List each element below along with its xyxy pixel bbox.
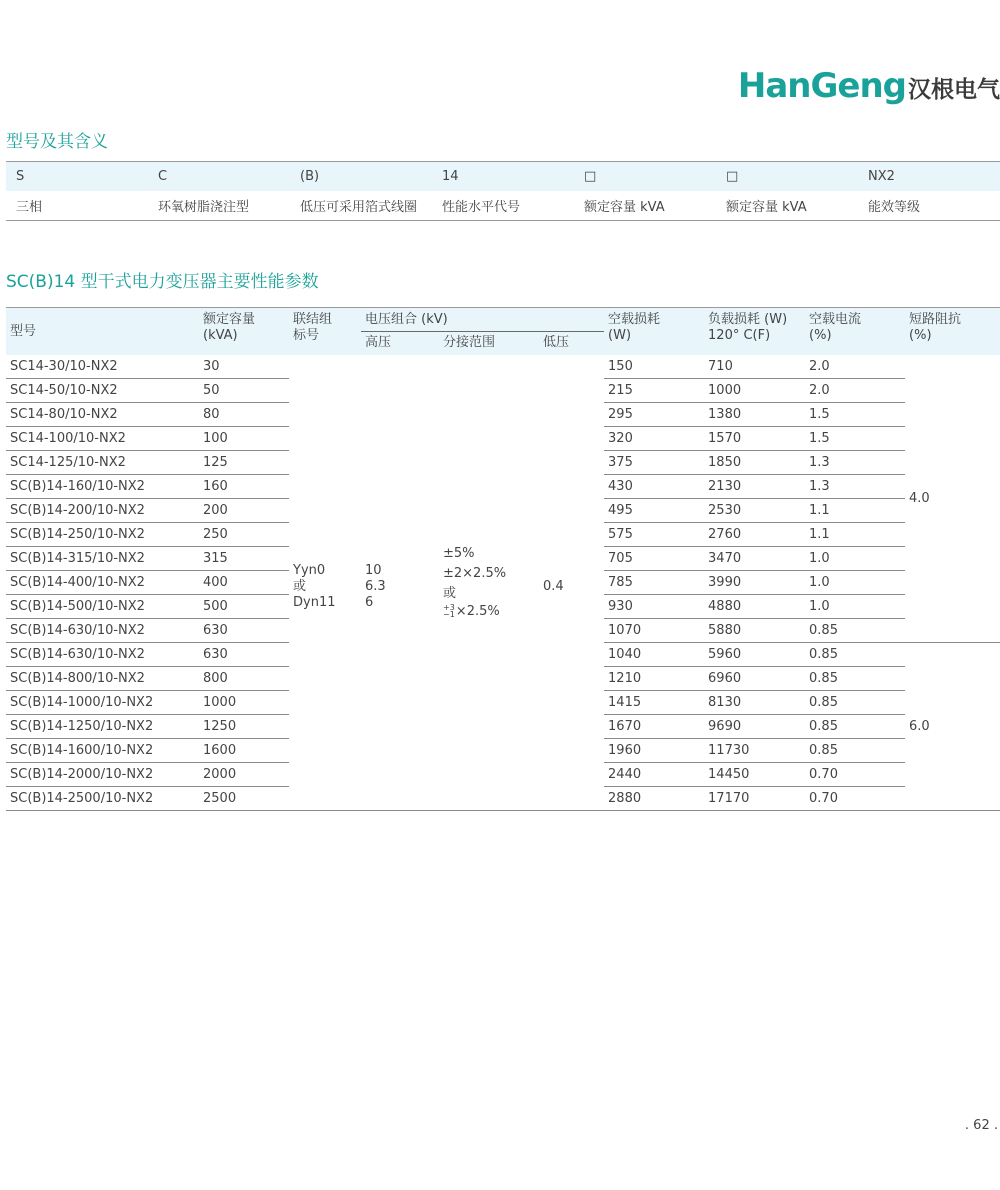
model-cell: SC(B)14-1600/10-NX2 — [6, 739, 199, 763]
tap-cell: ±5% ±2×2.5% 或 +3 −1×2.5% — [439, 355, 539, 811]
page-number: . 62 . — [964, 1118, 998, 1133]
load-loss-cell: 5880 — [704, 619, 805, 643]
header-hv: 高压 — [361, 332, 439, 356]
capacity-cell: 1000 — [199, 691, 289, 715]
load-loss-cell: 1570 — [704, 427, 805, 451]
noload-loss-cell: 1210 — [604, 667, 704, 691]
capacity-cell: 630 — [199, 619, 289, 643]
code-cell: C — [158, 169, 168, 184]
noload-current-cell: 0.85 — [805, 691, 905, 715]
capacity-cell: 125 — [199, 451, 289, 475]
code-cell: NX2 — [868, 169, 895, 184]
noload-current-cell: 0.70 — [805, 763, 905, 787]
load-loss-cell: 6960 — [704, 667, 805, 691]
header-capacity: 额定容量 (kVA) — [199, 308, 289, 356]
noload-current-cell: 1.0 — [805, 547, 905, 571]
header-tap: 分接范围 — [439, 332, 539, 356]
load-loss-cell: 2760 — [704, 523, 805, 547]
load-loss-cell: 11730 — [704, 739, 805, 763]
noload-loss-cell: 785 — [604, 571, 704, 595]
lv-cell: 0.4 — [539, 355, 604, 811]
noload-current-cell: 1.0 — [805, 571, 905, 595]
noload-loss-cell: 2440 — [604, 763, 704, 787]
model-cell: SC(B)14-1000/10-NX2 — [6, 691, 199, 715]
model-cell: SC(B)14-160/10-NX2 — [6, 475, 199, 499]
noload-current-cell: 0.85 — [805, 739, 905, 763]
section-title-params: SC(B)14 型干式电力变压器主要性能参数 — [6, 272, 319, 292]
capacity-cell: 2500 — [199, 787, 289, 811]
noload-current-cell: 0.70 — [805, 787, 905, 811]
noload-loss-cell: 575 — [604, 523, 704, 547]
load-loss-cell: 3990 — [704, 571, 805, 595]
noload-loss-cell: 215 — [604, 379, 704, 403]
header-lv: 低压 — [539, 332, 604, 356]
code-cell: S — [16, 169, 25, 184]
noload-loss-cell: 1040 — [604, 643, 704, 667]
header-noload-loss: 空载损耗 (W) — [604, 308, 704, 356]
header-impedance: 短路阻抗 (%) — [905, 308, 1000, 356]
model-cell: SC14-80/10-NX2 — [6, 403, 199, 427]
model-cell: SC(B)14-2500/10-NX2 — [6, 787, 199, 811]
noload-current-cell: 0.85 — [805, 667, 905, 691]
noload-loss-cell: 705 — [604, 547, 704, 571]
model-cell: SC14-125/10-NX2 — [6, 451, 199, 475]
impedance-cell: 4.0 — [905, 355, 1000, 643]
noload-loss-cell: 1670 — [604, 715, 704, 739]
load-loss-cell: 710 — [704, 355, 805, 379]
header-load-loss: 负载损耗 (W) 120° C(F) — [704, 308, 805, 356]
section-title-model-meaning: 型号及其含义 — [6, 132, 108, 152]
noload-loss-cell: 1070 — [604, 619, 704, 643]
model-cell: SC(B)14-800/10-NX2 — [6, 667, 199, 691]
model-cell: SC14-100/10-NX2 — [6, 427, 199, 451]
noload-current-cell: 2.0 — [805, 355, 905, 379]
noload-current-cell: 1.1 — [805, 523, 905, 547]
load-loss-cell: 14450 — [704, 763, 805, 787]
model-cell: SC(B)14-500/10-NX2 — [6, 595, 199, 619]
load-loss-cell: 3470 — [704, 547, 805, 571]
capacity-cell: 315 — [199, 547, 289, 571]
load-loss-cell: 1850 — [704, 451, 805, 475]
load-loss-cell: 1000 — [704, 379, 805, 403]
header-model: 型号 — [6, 308, 199, 356]
brand-logo — [738, 66, 1000, 106]
capacity-cell: 630 — [199, 643, 289, 667]
load-loss-cell: 2530 — [704, 499, 805, 523]
header-voltage: 电压组合 (kV) — [361, 308, 604, 332]
model-cell: SC(B)14-630/10-NX2 — [6, 619, 199, 643]
model-meaning-row — [6, 191, 1000, 220]
header-group: 联结组 标号 — [289, 308, 361, 356]
capacity-cell: 500 — [199, 595, 289, 619]
noload-current-cell: 1.0 — [805, 595, 905, 619]
load-loss-cell: 2130 — [704, 475, 805, 499]
code-cell: (B) — [300, 169, 320, 184]
model-meaning-table — [6, 161, 1000, 221]
group-cell: Yyn0 或 Dyn11 — [289, 355, 361, 811]
noload-current-cell: 2.0 — [805, 379, 905, 403]
noload-current-cell: 0.85 — [805, 715, 905, 739]
header-noload-current: 空载电流 (%) — [805, 308, 905, 356]
noload-current-cell: 1.5 — [805, 403, 905, 427]
noload-current-cell: 1.1 — [805, 499, 905, 523]
noload-current-cell: 1.3 — [805, 451, 905, 475]
capacity-cell: 400 — [199, 571, 289, 595]
model-cell: SC(B)14-250/10-NX2 — [6, 523, 199, 547]
capacity-cell: 50 — [199, 379, 289, 403]
meaning-cell: 额定容量 kVA — [584, 200, 665, 215]
model-cell: SC(B)14-1250/10-NX2 — [6, 715, 199, 739]
model-cell: SC(B)14-400/10-NX2 — [6, 571, 199, 595]
capacity-cell: 30 — [199, 355, 289, 379]
load-loss-cell: 1380 — [704, 403, 805, 427]
noload-current-cell: 0.85 — [805, 643, 905, 667]
code-cell: □ — [584, 169, 597, 184]
code-cell: 14 — [442, 169, 459, 184]
noload-loss-cell: 495 — [604, 499, 704, 523]
model-cell: SC(B)14-630/10-NX2 — [6, 643, 199, 667]
meaning-cell: 性能水平代号 — [442, 200, 521, 215]
load-loss-cell: 9690 — [704, 715, 805, 739]
model-code-row — [6, 162, 1000, 191]
brand-latin: HanGeng — [737, 66, 906, 106]
noload-current-cell: 1.3 — [805, 475, 905, 499]
meaning-cell: 三相 — [16, 200, 43, 215]
model-cell: SC(B)14-200/10-NX2 — [6, 499, 199, 523]
noload-loss-cell: 2880 — [604, 787, 704, 811]
meaning-cell: 环氧树脂浇注型 — [158, 200, 250, 215]
meaning-cell: 能效等级 — [868, 200, 921, 215]
model-cell: SC(B)14-315/10-NX2 — [6, 547, 199, 571]
noload-loss-cell: 430 — [604, 475, 704, 499]
params-table — [6, 307, 1000, 811]
noload-loss-cell: 295 — [604, 403, 704, 427]
capacity-cell: 200 — [199, 499, 289, 523]
capacity-cell: 160 — [199, 475, 289, 499]
capacity-cell: 1600 — [199, 739, 289, 763]
capacity-cell: 800 — [199, 667, 289, 691]
meaning-cell: 额定容量 kVA — [726, 200, 807, 215]
capacity-cell: 2000 — [199, 763, 289, 787]
capacity-cell: 250 — [199, 523, 289, 547]
load-loss-cell: 17170 — [704, 787, 805, 811]
noload-loss-cell: 320 — [604, 427, 704, 451]
code-cell: □ — [726, 169, 739, 184]
load-loss-cell: 5960 — [704, 643, 805, 667]
load-loss-cell: 4880 — [704, 595, 805, 619]
brand-cjk: 汉根电气 — [908, 77, 1000, 103]
hv-cell: 10 6.3 6 — [361, 355, 439, 811]
model-cell: SC14-30/10-NX2 — [6, 355, 199, 379]
capacity-cell: 1250 — [199, 715, 289, 739]
model-cell: SC(B)14-2000/10-NX2 — [6, 763, 199, 787]
model-cell: SC14-50/10-NX2 — [6, 379, 199, 403]
impedance-cell: 6.0 — [905, 643, 1000, 811]
noload-loss-cell: 1415 — [604, 691, 704, 715]
noload-current-cell: 0.85 — [805, 619, 905, 643]
noload-loss-cell: 930 — [604, 595, 704, 619]
meaning-cell: 低压可采用箔式线圈 — [300, 200, 418, 215]
noload-loss-cell: 375 — [604, 451, 704, 475]
capacity-cell: 100 — [199, 427, 289, 451]
noload-loss-cell: 1960 — [604, 739, 704, 763]
table-row — [6, 355, 1000, 379]
noload-loss-cell: 150 — [604, 355, 704, 379]
capacity-cell: 80 — [199, 403, 289, 427]
noload-current-cell: 1.5 — [805, 427, 905, 451]
load-loss-cell: 8130 — [704, 691, 805, 715]
